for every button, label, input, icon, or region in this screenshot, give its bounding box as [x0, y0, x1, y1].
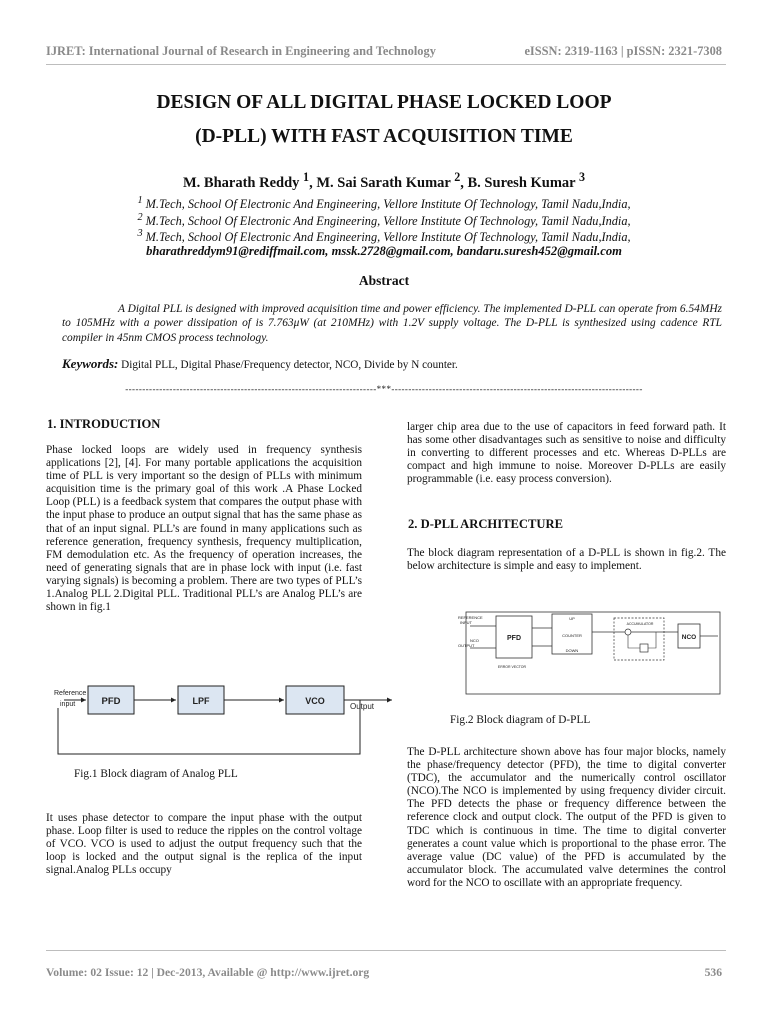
keywords-text: Digital PLL, Digital Phase/Frequency detector, NCO, Divide by N counter.	[118, 359, 458, 371]
fig2-up-label: UP	[569, 616, 575, 621]
affiliation-sup: 1	[137, 195, 143, 206]
continued-paragraph	[407, 421, 726, 486]
intro-paragraph	[46, 444, 362, 614]
fig2-nco-out-label: NCO	[470, 638, 479, 643]
dpll-description-text: The D-PLL architecture shown above has four major blocks, namely the phase/frequency detector (PFD), the time to digital converter (TDC), the accumulator and the numerically control oscillator (NCO).The NCO is implemented by using frequency divider circuit. The PFD detects the phase or frequency difference between the reference clock and output clock. The output of the PFD is given to TDC which is continuous in time. The time to digital converter generates a count value which is proportional to the phase error. The average value (DC value) of the PFD is accumulated by the accumulator block. The accumulated valve determines the control word for the NCO to oscillate with an appropriate frequency.	[407, 746, 726, 889]
author-name: B. Suresh Kumar	[467, 174, 576, 191]
section-heading-introduction: 1. INTRODUCTION	[47, 417, 161, 431]
intro-text: Phase locked loops are widely used in frequency synthesis applications [2], [4]. For many portable applications the acquisition time of PLL is very important so the design of PLLs with minimum acquisition time is the primary goal of this work .A Phase Locked Loop (PLL) is a feedback system that compares the output phase with the input phase to produce an output signal that has the same phase as that of an input signal. PLL’s are found in many applications such as reference generation, frequency synthesis, frequency multiplication, FM demodulation etc. As the frequency of operation increases, the need of generating signals that are in phase lock with input (i.e. fast varying signals) is becoming a problem. There are two types of PLL’s 1.Analog PLL 2.Digital PLL. Traditional PLL’s are Analog PLL’s are shown in fig.1	[46, 444, 362, 614]
fig2-dpll-diagram	[456, 610, 736, 700]
keywords	[62, 356, 458, 372]
section-separator: --------------------------------------------------------------------------***--------------------------------------------------------------------------	[125, 384, 643, 394]
continued-text: larger chip area due to the use of capacitors in feed forward path. It has some other disadvantages such as sensitive to noise and difficulty in converting to different processes and etc. Whereas D-PLLs are compact and high immune to noise. Moreover D-PLLs are easily programmable (i.e. easy process conversion).	[407, 421, 726, 486]
affiliation-sup: 3	[137, 228, 143, 239]
affiliation	[0, 228, 768, 245]
fig1-analog-pll-diagram	[40, 678, 396, 762]
fig1-output-label: Output	[350, 702, 375, 711]
affiliation-sup: 2	[137, 212, 143, 223]
fig2-ref-label-2: INPUT	[460, 620, 472, 625]
fig2-counter-label: COUNTER	[562, 633, 582, 638]
affiliation	[0, 212, 768, 229]
fig2-caption: Fig.2 Block diagram of D-PLL	[450, 714, 591, 726]
author-list: M. Bharath Reddy $^1$, M. Sai Sarath Kumar $^2$, B. Suresh Kumar $^3$	[182, 170, 586, 191]
fig1-block-pfd: PFD	[101, 696, 121, 707]
fig2-ref-label: REFERENCE	[458, 615, 483, 620]
fig1-input-label: Reference	[54, 690, 87, 697]
fig2-accumulator-label: ACCUMULATOR	[626, 622, 654, 626]
author-name: M. Bharath Reddy	[182, 174, 300, 191]
author-sup: 3	[578, 170, 586, 184]
footer-rule	[46, 950, 726, 951]
abstract-text: A Digital PLL is designed with improved acquisition time and power efficiency. The implemented D-PLL can operate from 6.54MHz to 105MHz with a power dissipation of is 7.763μW (at 210MHz) with 1.2V supply voltage. The D-PLL is synthesized using cadence RTL compiler in 45nm CMOS process technology.	[62, 303, 722, 344]
abstract-body	[62, 302, 722, 345]
fig2-block-nco: NCO	[681, 634, 697, 641]
fig1-block-vco: VCO	[305, 696, 325, 706]
fig2-down-label: DOWN	[565, 648, 579, 653]
affiliation	[0, 195, 768, 212]
architecture-text: The block diagram representation of a D-PLL is shown in fig.2. The below architecture is simple and easy to implement.	[407, 547, 726, 573]
header-rule	[46, 64, 726, 65]
author-name: M. Sai Sarath Kumar	[316, 174, 451, 191]
affiliation-text: M.Tech, School Of Electronic And Engineering, Vellore Institute Of Technology, Tamil Nadu,India,	[145, 214, 631, 229]
author-sup: 1	[303, 170, 310, 184]
analog-pll-paragraph	[46, 812, 362, 877]
keywords-label: Keywords:	[62, 356, 119, 371]
affiliation-text: M.Tech, School Of Electronic And Engineering, Vellore Institute Of Technology, Tamil Nadu,India,	[145, 197, 631, 212]
footer-volume-info: Volume: 02 Issue: 12 | Dec-2013, Available @ http://www.ijret.org	[46, 966, 370, 979]
architecture-paragraph	[407, 547, 726, 573]
analog-pll-text: It uses phase detector to compare the input phase with the output phase. Loop filter is used to reduce the ripples on the control voltage of VCO. VCO is used to adjust the output frequency such that the loop is locked and the output signal is the replica of the input signal.Analog PLLs occupy	[46, 812, 362, 877]
fig1-input-label-2: input	[60, 701, 76, 708]
paper-title-line1: DESIGN OF ALL DIGITAL PHASE LOCKED LOOP	[156, 92, 612, 113]
fig2-block-pfd: PFD	[507, 635, 521, 642]
fig2-nco-out-label-2: OUTPUT	[458, 643, 475, 648]
issn-info: eISSN: 2319-1163 | pISSN: 2321-7308	[524, 44, 722, 58]
fig2-error-vector-label: ERROR VECTOR	[497, 665, 527, 669]
author-emails: bharathreddym91@rediffmail.com, mssk.2728@gmail.com, bandaru.suresh452@gmail.com	[146, 244, 622, 258]
author-sup: 2	[454, 170, 461, 184]
fig1-caption: Fig.1 Block diagram of Analog PLL	[74, 768, 238, 780]
section-heading-dpll-architecture: 2. D-PLL ARCHITECTURE	[408, 517, 563, 531]
dpll-description-paragraph	[407, 746, 726, 890]
affiliation-text: M.Tech, School Of Electronic And Engineering, Vellore Institute Of Technology, Tamil Nadu,India,	[145, 230, 631, 245]
page-number: 536	[704, 966, 722, 979]
journal-name: IJRET: International Journal of Research in Engineering and Technology	[46, 44, 436, 58]
abstract-heading: Abstract	[358, 273, 410, 288]
fig1-block-lpf: LPF	[192, 696, 210, 706]
paper-title-line2: (D-PLL) WITH FAST ACQUISITION TIME	[195, 126, 573, 147]
